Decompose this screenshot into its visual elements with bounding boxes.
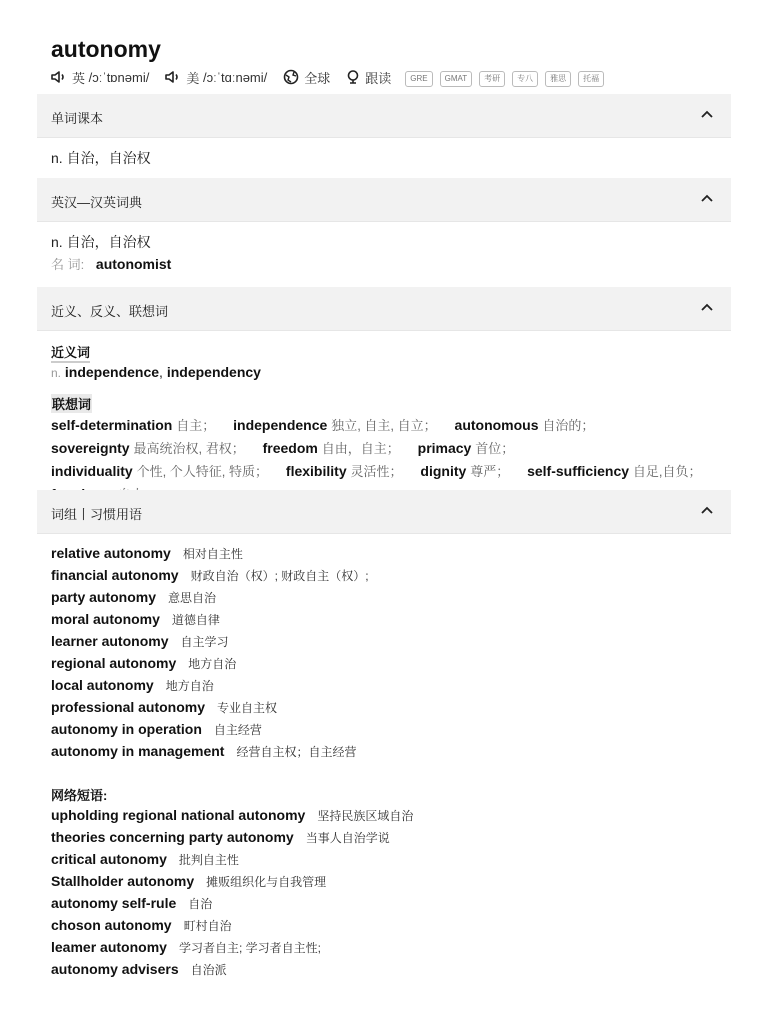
phrase-zh: 相对自主性: [182, 547, 243, 561]
synonym-link[interactable]: independency: [166, 364, 261, 380]
phrase-en[interactable]: regional autonomy: [51, 655, 177, 671]
us-phonetic: /ɔːˈtɑːnəmi/: [202, 69, 268, 85]
uk-pronunciation-button[interactable]: [51, 68, 149, 87]
exam-tag: 专八: [512, 71, 538, 87]
speaker-icon: [51, 70, 67, 84]
phrase-zh: 自主经营: [213, 723, 262, 737]
word-title: autonomy: [51, 36, 161, 62]
phrase-zh: 经营自主权；自主经营: [236, 745, 357, 759]
course-definition: n. 自治，自治权: [51, 150, 151, 166]
exam-tag: GRE: [405, 71, 432, 87]
association-word: flexibility: [285, 463, 347, 479]
association-item[interactable]: [527, 463, 701, 479]
association-item[interactable]: [263, 440, 400, 456]
phrase-en[interactable]: Stallholder autonomy: [51, 873, 195, 889]
phrase-zh: 地方自治: [188, 657, 237, 671]
association-meaning: 自治的；: [542, 418, 595, 433]
association-item[interactable]: [420, 463, 509, 479]
synonym-link[interactable]: independence: [64, 364, 160, 380]
association-word: primacy: [417, 440, 472, 456]
uk-phonetic: /ɔːˈtɒnəmi/: [88, 69, 150, 85]
association-word: individuality: [51, 463, 133, 479]
association-item[interactable]: [51, 417, 215, 433]
phrase-en[interactable]: professional autonomy: [51, 699, 206, 715]
association-meaning: 灵活性；: [350, 464, 403, 479]
phrase-row: [51, 655, 236, 672]
us-pronunciation-button[interactable]: [165, 68, 267, 87]
phrase-row: [51, 545, 243, 562]
synonyms-heading: 近义词: [51, 342, 90, 363]
read-along-label: 跟读: [365, 70, 392, 86]
chevron-up-icon: [701, 110, 713, 118]
web-phrase-row: [51, 873, 326, 890]
phrase-zh: 自治派: [190, 963, 227, 977]
phrase-zh: 自治: [188, 897, 213, 911]
association-word: dignity: [420, 463, 467, 479]
web-phrase-row: [51, 895, 212, 912]
section-title: 词组丨习惯用语: [51, 507, 143, 522]
web-phrase-row: [51, 917, 232, 934]
noun-word: autonomist: [95, 256, 172, 272]
web-phrase-row: [51, 807, 413, 824]
phrase-zh: 道德自律: [171, 613, 220, 627]
web-phrase-row: [51, 851, 239, 868]
phrase-zh: 摊贩组织化与自我管理: [206, 875, 327, 889]
web-phrases-heading: 网络短语:: [51, 788, 108, 803]
association-item[interactable]: [233, 417, 436, 433]
phrase-row: [51, 743, 356, 760]
web-phrase-row: [51, 939, 321, 956]
phrase-en[interactable]: party autonomy: [51, 589, 157, 605]
noun-label: 名 词:: [51, 257, 85, 272]
phrase-en[interactable]: upholding regional national autonomy: [51, 807, 306, 823]
section-header-synonyms[interactable]: [37, 287, 731, 331]
section-title: 英汉—汉英词典: [51, 195, 143, 210]
association-word: independence: [233, 417, 328, 433]
association-word: self-determination: [51, 417, 173, 433]
association-meaning: 独立, 自主, 自立；: [331, 418, 437, 433]
microphone-icon: [346, 69, 360, 85]
phrase-zh: 批判自主性: [178, 853, 239, 867]
phrase-row: [51, 721, 262, 738]
association-item[interactable]: [51, 440, 245, 456]
global-label: 全球: [304, 70, 331, 86]
chevron-up-icon: [701, 506, 713, 514]
phrase-en[interactable]: local autonomy: [51, 677, 154, 693]
read-along-button[interactable]: [346, 68, 391, 87]
association-meaning: 自主；: [176, 418, 216, 433]
phrase-zh: 学习者自主; 学习者自主性;: [178, 941, 321, 955]
phrase-row: [51, 633, 229, 650]
association-meaning: 个性, 个人特征, 特质；: [136, 464, 269, 479]
exam-tag: GMAT: [440, 71, 473, 87]
section-header-ec-dict[interactable]: [37, 178, 731, 222]
phrase-zh: 财政自治（权）; 财政自主（权）;: [190, 569, 369, 583]
phrase-zh: 町村自治: [183, 919, 232, 933]
phrase-zh: 坚持民族区域自治: [317, 809, 414, 823]
association-item[interactable]: [418, 440, 515, 456]
phrase-row: [51, 677, 214, 694]
phrase-en[interactable]: learner autonomy: [51, 633, 169, 649]
chevron-up-icon: [701, 303, 713, 311]
phrase-en[interactable]: moral autonomy: [51, 611, 160, 627]
phrase-row: [51, 699, 277, 716]
phrase-zh: 意思自治: [168, 591, 217, 605]
phrase-en[interactable]: theories concerning party autonomy: [51, 829, 294, 845]
association-word: autonomous: [454, 417, 539, 433]
phrase-en[interactable]: autonomy in operation: [51, 721, 202, 737]
web-phrase-row: [51, 829, 390, 846]
synonyms-row: n. independence, independency: [51, 364, 261, 380]
association-meaning: 首位；: [475, 441, 515, 456]
association-meaning: 尊严；: [470, 464, 510, 479]
association-word: sovereignty: [51, 440, 130, 456]
association-meaning: 自由，自主；: [321, 441, 400, 456]
uk-label: 英: [72, 70, 86, 86]
speaker-icon: [165, 70, 181, 84]
association-item[interactable]: [455, 417, 595, 433]
phrase-zh: 当事人自治学说: [305, 831, 390, 845]
association-meaning: 自足,自负；: [632, 464, 702, 479]
section-header-course[interactable]: [37, 94, 731, 138]
phrase-row: [51, 611, 220, 628]
phrase-en[interactable]: leamer autonomy: [51, 939, 167, 955]
phrase-en[interactable]: autonomy in management: [51, 743, 225, 759]
pronunciation-bar: [51, 67, 611, 87]
web-phrase-row: [51, 961, 227, 978]
exam-tag: 托福: [578, 71, 604, 87]
us-label: 美: [186, 70, 200, 86]
synonym-pos: n.: [51, 366, 62, 380]
globe-icon: [283, 69, 299, 85]
association-item[interactable]: [51, 463, 268, 479]
phrase-en[interactable]: financial autonomy: [51, 567, 179, 583]
phrase-en[interactable]: autonomy advisers: [51, 961, 179, 977]
exam-tag: 考研: [479, 71, 505, 87]
association-word: freedom: [262, 440, 318, 456]
phrase-zh: 专业自主权: [217, 701, 278, 715]
phrase-row: [51, 589, 216, 606]
exam-tag: 雅思: [545, 71, 571, 87]
global-pronunciation-button[interactable]: [283, 68, 330, 87]
phrase-en[interactable]: choson autonomy: [51, 917, 172, 933]
section-title: 近义、反义、联想词: [51, 304, 169, 319]
phrase-zh: 自主学习: [180, 635, 229, 649]
section-title: 单词课本: [51, 111, 104, 126]
associations-heading: 联想词: [51, 394, 92, 413]
exam-tags: [405, 71, 611, 87]
phrase-zh: 地方自治: [165, 679, 214, 693]
ec-definition: n. 自治，自治权: [51, 234, 151, 250]
chevron-up-icon: [701, 194, 713, 202]
association-word: self-sufficiency: [527, 463, 630, 479]
noun-form-row: [51, 254, 171, 273]
phrase-en[interactable]: autonomy self-rule: [51, 895, 177, 911]
phrase-en[interactable]: relative autonomy: [51, 545, 171, 561]
phrase-row: [51, 567, 369, 584]
association-item[interactable]: [286, 463, 403, 479]
phrase-en[interactable]: critical autonomy: [51, 851, 167, 867]
section-header-phrases[interactable]: [37, 490, 731, 534]
association-meaning: 最高统治权, 君权；: [133, 441, 245, 456]
